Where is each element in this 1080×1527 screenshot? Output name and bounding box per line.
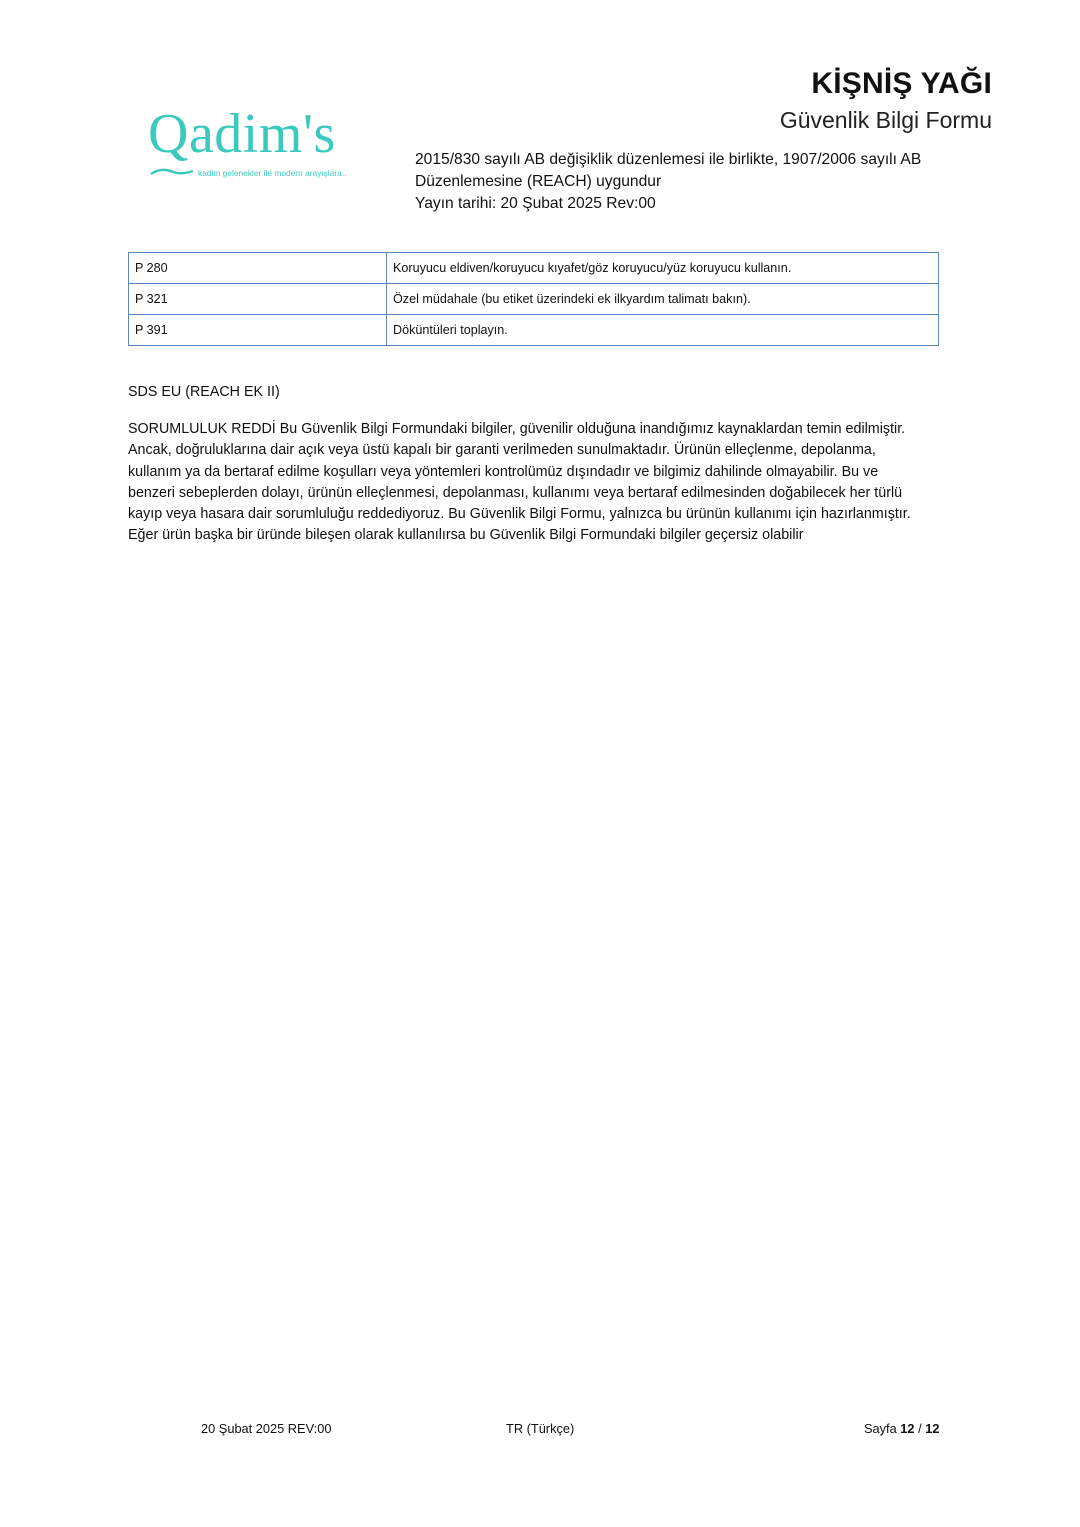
table-row [129,253,939,284]
disclaimer-line: Eğer ürün başka bir üründe bileşen olarak kullanılırsa bu Güvenlik Bilgi Formundaki bilgiler geçersiz olabilir [128,527,804,544]
footer-page-number [864,1421,939,1436]
disclaimer-line: Ancak, doğruluklarına dair açık veya üstü kapalı bir garanti verilmeden sunulmaktadır. Ürünün elleçlenme, depolanma, [128,442,876,459]
page-current: 12 [900,1421,915,1436]
title-block [780,66,992,136]
page-separator: / [918,1421,922,1436]
footer-date-rev: 20 Şubat 2025 REV:00 [201,1421,332,1436]
precaution-code: P 391 [129,315,387,346]
section-label: SDS EU (REACH EK II) [128,384,280,400]
logo-tagline-text: kadim gelenekler ile modern arayışlara.. [198,168,347,178]
table-row [129,284,939,315]
disclaimer-line: kullanım ya da bertaraf edilme koşulları veya yöntemleri kontrolümüz dışındadır ve bilgimiz dahilinde olmayabilir. Bu ve [128,463,879,480]
precaution-text: Özel müdahale (bu etiket üzerindeki ek ilkyardım talimatı bakın). [387,284,939,315]
publication-date-line: Yayın tarihi: 20 Şubat 2025 Rev:00 [415,195,656,212]
disclaimer-line: benzeri sebeplerden dolayı, ürünün elleçlenmesi, depolanması, kullanımı veya bertaraf edilmesinden doğabilecek her türlü [128,484,903,501]
company-logo [146,104,396,188]
precaution-text: Döküntüleri toplayın. [387,315,939,346]
precaution-table [128,252,939,346]
precaution-code: P 321 [129,284,387,315]
disclaimer-line: SORUMLULUK REDDİ Bu Güvenlik Bilgi Formundaki bilgiler, güvenilir olduğuna inandığımız kaynaklardan temin edilmiştir. [128,421,906,437]
page-label: Sayfa [864,1421,897,1436]
regulation-info [415,149,921,215]
precaution-code: P 280 [129,253,387,284]
disclaimer-paragraph [128,419,958,547]
disclaimer-line: kayıp veya hasara dair sorumluluğu reddediyoruz. Bu Güvenlik Bilgi Formu, yalnızca bu ürünün kullanımı için hazırlanmıştır. [128,506,911,523]
table-row [129,315,939,346]
document-title: KİŞNİŞ YAĞI [811,67,992,100]
document-subtitle: Güvenlik Bilgi Formu [779,107,992,133]
logo-wave-icon [150,166,194,178]
regulation-line: Düzenlemesine (REACH) uygundur [415,173,662,190]
logo-brand-text: Qadim's [148,103,336,165]
precaution-text: Koruyucu eldiven/koruyucu kıyafet/göz koruyucu/yüz koruyucu kullanın. [387,253,939,284]
regulation-line: 2015/830 sayılı AB değişiklik düzenlemesi ile birlikte, 1907/2006 sayılı AB [415,151,922,168]
footer-language: TR (Türkçe) [506,1421,575,1436]
page-total: 12 [925,1421,940,1436]
